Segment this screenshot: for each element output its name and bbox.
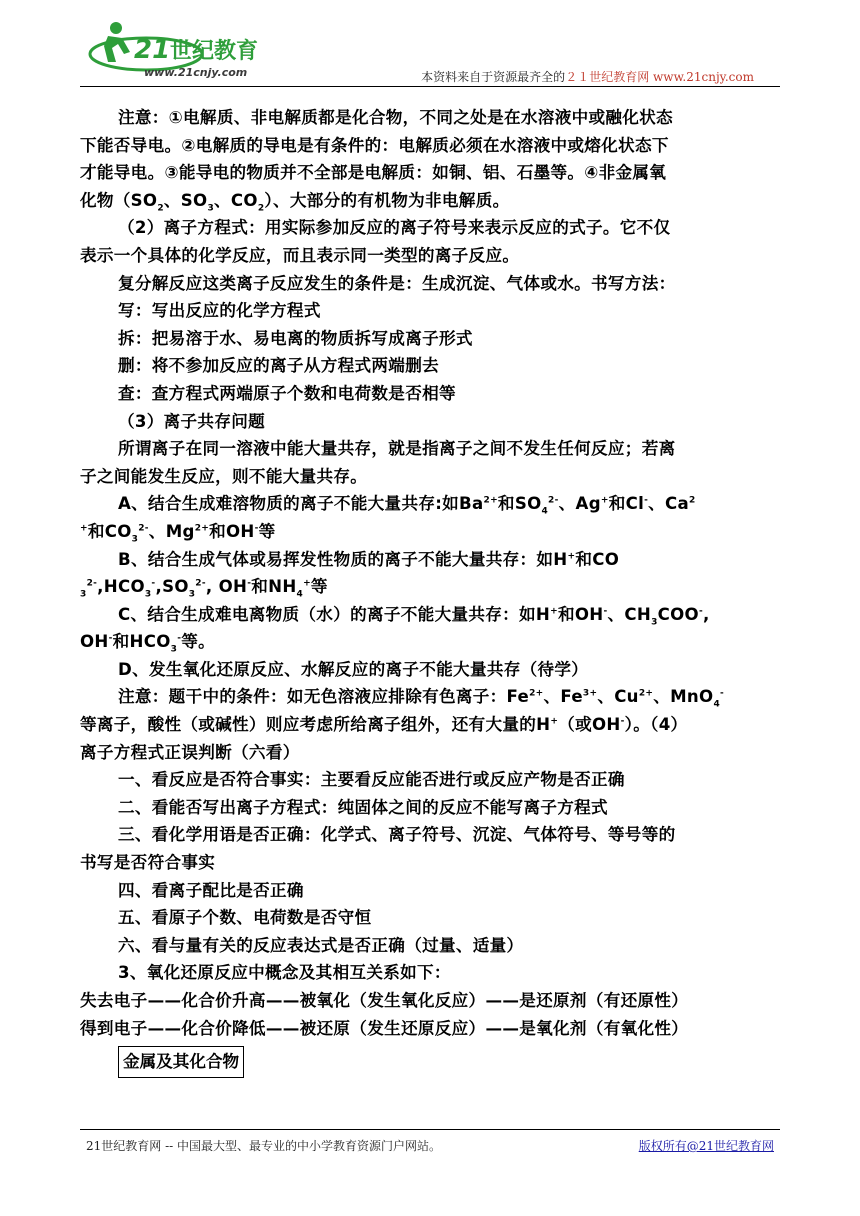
page-header xyxy=(0,0,860,90)
svg-text:世纪教育: 世纪教育 xyxy=(170,39,259,64)
text-line: 复分解反应这类离子反应发生的条件是：生成沉淀、气体或水。书写方法： xyxy=(118,273,676,293)
footer-divider xyxy=(80,1129,780,1130)
text-line: 化物（$SO_2$、$SO_3$、$CO_2$）、大部分的有机物为非电解质。 xyxy=(80,190,510,214)
text-line: 所谓离子在同一溶液中能大量共存，就是指离子之间不发生任何反应；若离 xyxy=(118,439,676,459)
text-line: 删：将不参加反应的离子从方程式两端删去 xyxy=(118,356,439,376)
svg-text:www.21cnjy.com: www.21cnjy.com xyxy=(144,66,248,79)
text-line: 表示一个具体的化学反应，而且表示同一类型的离子反应。 xyxy=(80,245,520,265)
text-line: 三、看化学用语是否正确：化学式、离子符号、沉淀、气体符号、等号等的 xyxy=(118,825,676,845)
text-line: 四、看离子配比是否正确 xyxy=(118,880,304,900)
header-url-link[interactable]: www.21cnjy.com xyxy=(653,70,754,84)
text-line: C、结合生成难电离物质（水）的离子不能大量共存：如H+和OH-、$CH_3COO^-$, xyxy=(118,604,710,627)
text-line: 注意：①电解质、非电解质都是化合物，不同之处是在水溶液中或融化状态 xyxy=(118,108,673,127)
text-line: （2）离子方程式：用实际参加反应的离子符号来表示反应的式子。它不仅 xyxy=(118,218,671,238)
text-line: A、结合生成难溶物质的离子不能大量共存:如$Ba^{2+}$和$SO_4^{2-}$、Ag+和Cl-、Ca$^2$ xyxy=(118,494,696,517)
text-line: 六、看与量有关的反应表达式是否正确（过量、适量） xyxy=(118,935,524,955)
text-line: 书写是否符合事实 xyxy=(80,853,216,873)
text-line: +和$CO_3^{2-}$、$Mg^{2+}$和OH-等 xyxy=(80,521,276,545)
svg-text:21: 21 xyxy=(134,35,171,65)
section-heading: 金属及其化合物 xyxy=(118,1046,244,1078)
header-divider xyxy=(80,86,780,87)
text-line: 写：写出反应的化学方程式 xyxy=(118,301,321,321)
text-line: 注意：题干中的条件：如无色溶液应排除有色离子：$Fe^{2+}$、$Fe^{3+}$、$Cu^{2+}$、MnO$_4$- xyxy=(118,687,725,710)
footer-text: 21世纪教育网 -- 中国最大型、最专业的中小学教育资源门户网站。 xyxy=(86,1139,442,1153)
text-line: 五、看原子个数、电荷数是否守恒 xyxy=(118,908,372,928)
text-line: 3、氧化还原反应中概念及其相互关系如下： xyxy=(118,963,451,983)
text-line: 拆：把易溶于水、易电离的物质拆写成离子形式 xyxy=(118,328,473,348)
text-line: 失去电子——化合价升高——被氧化（发生氧化反应）——是还原剂（有还原性） xyxy=(80,991,689,1010)
text-line: 子之间能发生反应，则不能大量共存。 xyxy=(80,466,368,486)
text-line: 离子方程式正误判断（六看） xyxy=(80,742,300,762)
footer-copyright-link[interactable]: 版权所有@21世纪教育网 xyxy=(638,1139,774,1153)
text-line: 一、看反应是否符合事实：主要看反应能否进行或反应产物是否正确 xyxy=(118,770,625,790)
text-line: D、发生氧化还原反应、水解反应的离子不能大量共存（待学） xyxy=(118,659,589,679)
site-logo xyxy=(86,18,286,82)
text-line: B、结合生成气体或易挥发性物质的离子不能大量共存：如H+和CO xyxy=(118,549,620,569)
text-line: 得到电子——化合价降低——被还原（发生还原反应）——是氧化剂（有氧化性） xyxy=(80,1018,689,1038)
text-line: 二、看能否写出离子方程式：纯固体之间的反应不能写离子方程式 xyxy=(118,797,608,817)
text-line: 下能否导电。②电解质的导电是有条件的：电解质必须在水溶液中或熔化状态下 xyxy=(80,135,669,155)
text-line: $_3^{2-},HCO_3^-,SO_3^{2-}$, OH-和$NH_4^+$等 xyxy=(80,577,328,600)
header-source-note: 本资料来自于资源最齐全的２１世纪教育网 www.21cnjy.com xyxy=(421,70,754,84)
text-line: 才能导电。③能导电的物质并不全部是电解质：如铜、铝、石墨等。④非金属氧 xyxy=(80,163,667,183)
document-body xyxy=(80,104,780,1078)
text-line: 查：查方程式两端原子个数和电荷数是否相等 xyxy=(118,383,456,403)
text-line: （3）离子共存问题 xyxy=(118,411,265,431)
text-line: OH-和$HCO_3^-$等。 xyxy=(80,632,216,655)
text-line: 等离子，酸性（或碱性）则应考虑所给离子组外，还有大量的H+（或OH-）。（4） xyxy=(80,715,688,735)
